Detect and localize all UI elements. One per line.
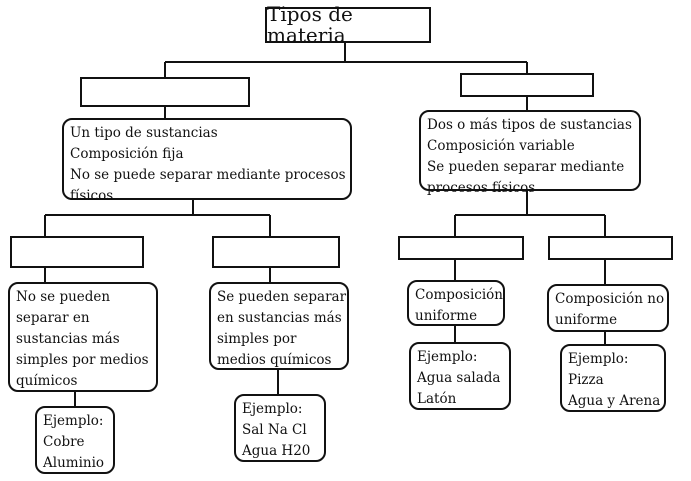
element-description — [8, 282, 158, 392]
pure-substance-description — [62, 118, 352, 204]
homogeneous-description — [407, 280, 505, 326]
example-line: Latón — [417, 391, 457, 407]
example-line: Cobre — [43, 434, 85, 450]
description-line: Se pueden separar — [217, 289, 347, 305]
example-line: Ejemplo: — [242, 401, 303, 417]
heterogeneous-blank-box — [548, 236, 673, 260]
description-line: uniforme — [555, 312, 618, 328]
description-line: procesos físicos — [427, 180, 536, 196]
example-line: Pizza — [568, 372, 604, 388]
description-line: simples por medios — [16, 352, 149, 368]
description-line: simples por — [217, 331, 297, 347]
description-line: uniforme — [415, 308, 478, 324]
description-line: separar en — [16, 310, 90, 326]
compound-example — [234, 394, 326, 462]
compound-blank-box — [212, 236, 340, 268]
description-line: Composición fija — [70, 146, 184, 162]
example-line: Aluminio — [43, 455, 105, 471]
description-line: químicos — [16, 373, 78, 389]
right-category-blank-box — [460, 73, 594, 97]
description-line: sustancias más — [16, 331, 120, 347]
example-line: Agua salada — [417, 370, 501, 386]
title-text: Tipos de materia — [267, 2, 353, 47]
description-line: Composición no — [555, 291, 665, 307]
homogeneous-example — [409, 342, 511, 410]
diagram-title — [265, 2, 431, 47]
heterogeneous-example — [560, 344, 666, 412]
element-blank-box — [10, 236, 144, 268]
description-line: medios químicos — [217, 352, 332, 368]
example-line: Sal Na Cl — [242, 422, 307, 438]
element-example — [35, 406, 115, 474]
example-line: Ejemplo: — [43, 413, 104, 429]
description-line: Composición — [415, 287, 503, 303]
description-line: No se puede separar mediante procesos — [70, 167, 346, 183]
mixture-description — [419, 110, 641, 196]
homogeneous-blank-box — [398, 236, 524, 260]
description-line: No se pueden — [16, 289, 111, 305]
description-line: Dos o más tipos de sustancias — [427, 117, 632, 133]
left-category-blank-box — [80, 77, 250, 107]
example-line: Agua H20 — [242, 443, 311, 459]
description-line: Un tipo de sustancias — [70, 125, 218, 141]
example-line: Agua y Arena — [568, 393, 661, 409]
example-line: Ejemplo: — [417, 349, 478, 365]
compound-description — [209, 282, 349, 370]
heterogeneous-description — [547, 284, 669, 332]
example-line: Ejemplo: — [568, 351, 629, 367]
description-line: físicos — [70, 188, 114, 204]
description-line: en sustancias más — [217, 310, 342, 326]
description-line: Se pueden separar mediante — [427, 159, 625, 175]
description-line: Composición variable — [427, 138, 575, 154]
